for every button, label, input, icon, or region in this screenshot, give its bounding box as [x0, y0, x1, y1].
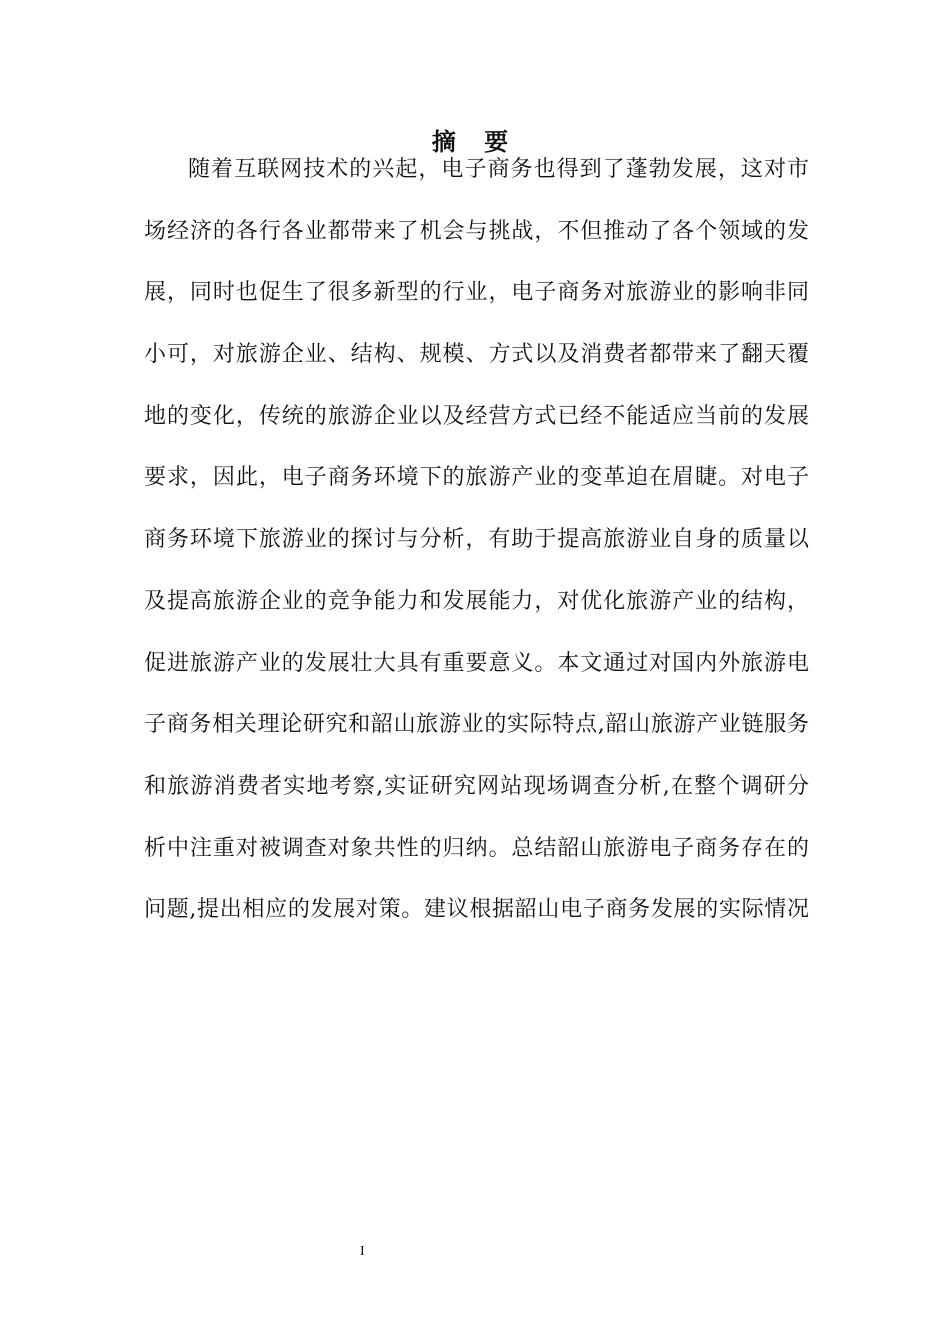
body-line: 和旅游消费者实地考察,实证研究网站现场调查分析,在整个调研分	[144, 773, 809, 799]
body-line: 场经济的各行各业都带来了机会与挑战，不但推动了各个领域的发	[144, 218, 809, 244]
body-line: 及提高旅游企业的竞争能力和发展能力，对优化旅游产业的结构，	[144, 588, 809, 614]
body-line: 要求，因此，电子商务环境下的旅游产业的变革迫在眉睫。对电子	[144, 465, 809, 491]
body-line: 小可，对旅游企业、结构、规模、方式以及消费者都带来了翻天覆	[144, 342, 809, 368]
body-line: 子商务相关理论研究和韶山旅游业的实际特点,韶山旅游产业链服务	[144, 712, 809, 738]
body-line: 商务环境下旅游业的探讨与分析，有助于提高旅游业自身的质量以	[144, 527, 809, 553]
body-line: 问题,提出相应的发展对策。建议根据韶山电子商务发展的实际情况	[144, 897, 809, 923]
body-line: 展，同时也促生了很多新型的行业，电子商务对旅游业的影响非同	[144, 280, 809, 306]
abstract-body	[144, 139, 809, 941]
body-line: 地的变化，传统的旅游企业以及经营方式已经不能适应当前的发展	[144, 403, 809, 429]
body-line: 促进旅游产业的发展壮大具有重要意义。本文通过对国内外旅游电	[144, 650, 809, 676]
body-line: 随着互联网技术的兴起，电子商务也得到了蓬勃发展，这对市	[188, 157, 809, 182]
abstract-title: 摘 要	[431, 128, 519, 156]
page-number: I	[360, 1244, 365, 1259]
body-line: 析中注重对被调查对象共性的归纳。总结韶山旅游电子商务存在的	[144, 835, 809, 861]
